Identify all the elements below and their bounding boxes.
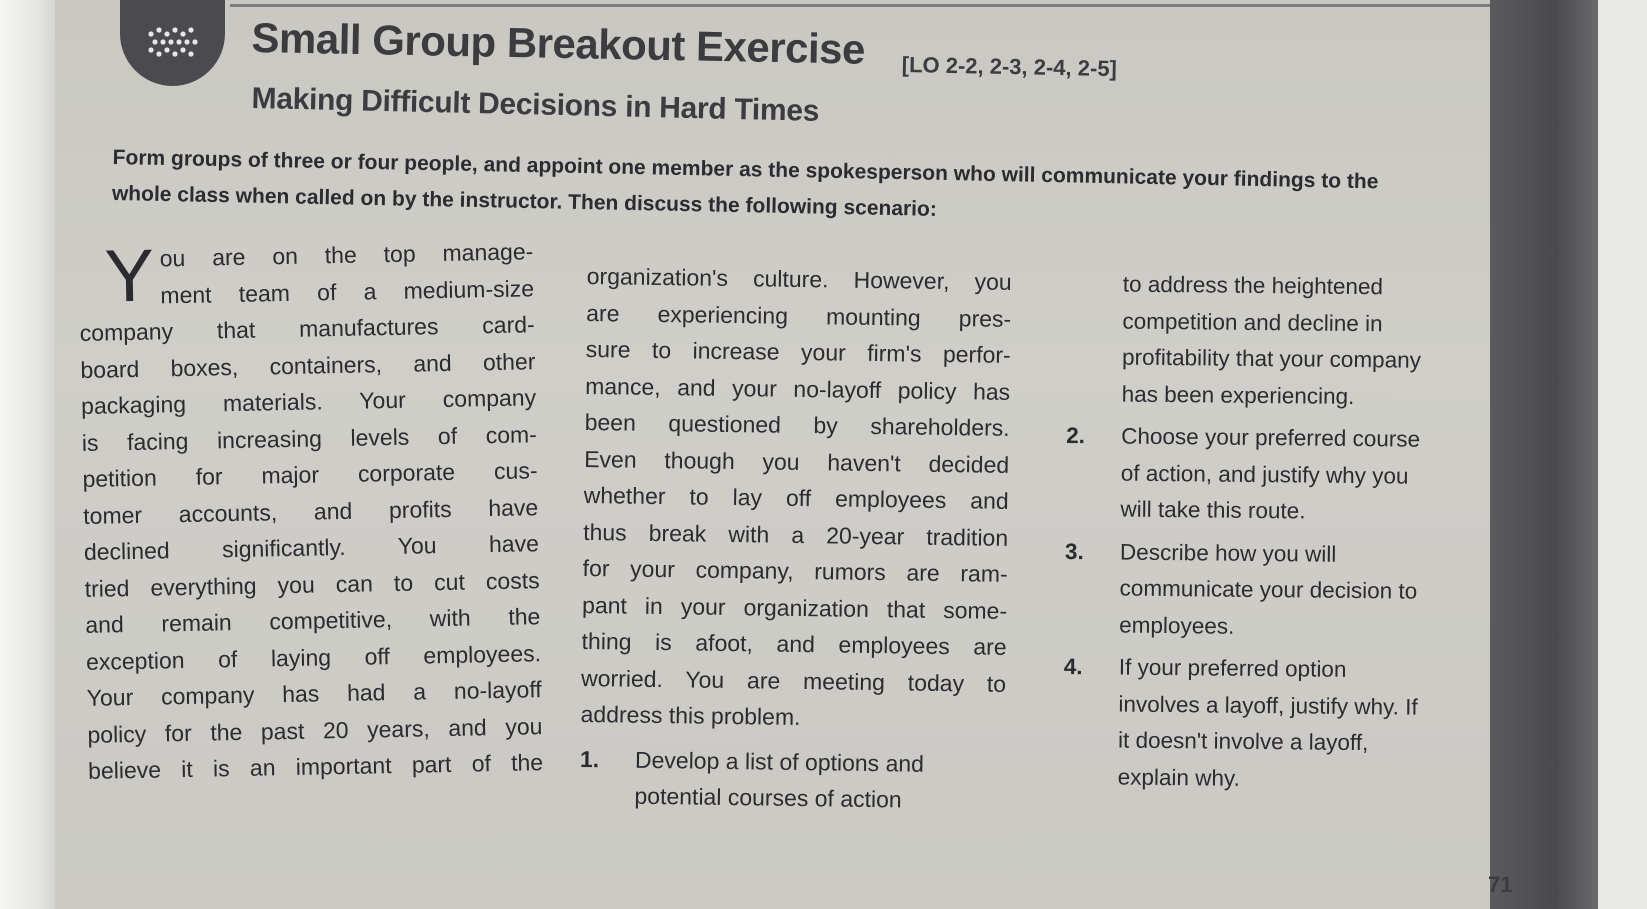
task-line: employees. — [1119, 612, 1235, 639]
scenario-line: pant in your organization that some- — [581, 591, 1008, 624]
tasks-column — [1062, 266, 1518, 800]
task-line: If your preferred option — [1118, 654, 1347, 682]
scenario-line: ou are on the top manage- — [159, 238, 534, 272]
scenario-line: Even though you haven't decided — [584, 445, 1010, 478]
scenario-column-1 — [78, 233, 543, 789]
scenario-line: sure to increase your firm's perfor- — [585, 335, 1011, 368]
task-line: of action, and justify why you — [1120, 460, 1409, 489]
scenario-line: tried everything you can to cut costs — [84, 566, 540, 602]
task-line: communicate your decision to — [1119, 575, 1418, 604]
task-line: has been experiencing. — [1121, 381, 1355, 409]
page-left-margin — [0, 0, 60, 909]
task-line: Describe how you will — [1119, 539, 1337, 567]
task-line: it doesn't involve a layoff, — [1117, 727, 1369, 756]
task-line: involves a layoff, justify why. If — [1118, 691, 1418, 720]
top-rule — [230, 4, 1490, 7]
scenario-line: thus break with a 20-year tradition — [582, 518, 1009, 551]
task-line: Develop a list of options and — [634, 746, 925, 777]
task-number: 1. — [579, 745, 600, 772]
task-item-4 — [1062, 649, 1514, 800]
task-item-1-continued — [1066, 266, 1518, 417]
scenario-line: board boxes, containers, and other — [80, 347, 536, 383]
scenario-line: organization's culture. However, you — [586, 262, 1012, 295]
task-line: will take this route. — [1120, 496, 1306, 524]
scenario-line: company that manufactures card- — [79, 311, 535, 346]
exercise-title: Small Group Breakout Exercise — [251, 14, 866, 73]
task-line: explain why. — [1117, 764, 1240, 791]
scenario-line: for your company, rumors are ram- — [582, 554, 1008, 587]
scenario-line: Your company has had a no-layoff — [86, 676, 542, 711]
task-line: Choose your preferred course — [1121, 423, 1421, 452]
scenario-line: petition for major corporate cus- — [82, 457, 538, 492]
task-item-2 — [1065, 418, 1516, 532]
task-number: 3. — [1064, 538, 1084, 564]
scenario-line: tomer accounts, and profits have — [83, 493, 539, 529]
scenario-line: been questioned by shareholders. — [584, 408, 1010, 441]
instructions-paragraph: Form groups of three or four people, and appoint one member as the spokesperson who will communicate your findings to the whole class when called on by the instructor. Then discuss the following scenario: — [111, 145, 1379, 221]
task-number: 4. — [1063, 653, 1083, 680]
scenario-column-2 — [579, 258, 1012, 819]
task-line: profitability that your company — [1121, 344, 1422, 373]
scenario-line: policy for the past 20 years, and you — [87, 712, 543, 748]
scenario-line: declined significantly. You have — [83, 530, 540, 565]
task-item-3 — [1064, 533, 1515, 647]
task-item-1 — [579, 740, 1005, 819]
learning-objectives-ref: [LO 2-2, 2-3, 2-4, 2-5] — [901, 52, 1118, 82]
scenario-line: ment team of a medium-size — [160, 274, 535, 308]
scenario-line: worried. You are meeting today to — [580, 664, 1007, 697]
scenario-line: exception of laying off employees. — [85, 639, 542, 675]
scenario-line: believe it is an important part of the — [87, 749, 544, 784]
task-line: potential courses of action — [634, 782, 902, 813]
scenario-line: address this problem. — [580, 700, 801, 731]
task-line: competition and decline in — [1122, 308, 1383, 336]
task-number: 2. — [1066, 422, 1086, 449]
scenario-line: mance, and your no-layoff policy has — [585, 372, 1011, 405]
exercise-subtitle: Making Difficult Decisions in Hard Times — [251, 82, 820, 128]
task-line: to address the heightened — [1122, 271, 1384, 300]
background-right — [1598, 0, 1647, 909]
drop-cap: Y — [103, 233, 155, 318]
scenario-line: packaging materials. Your company — [80, 384, 537, 419]
page-number: 71 — [1488, 872, 1513, 897]
scenario-line: and remain competitive, with the — [85, 603, 541, 638]
scenario-line: is facing increasing levels of com- — [81, 420, 538, 456]
scenario-line: are experiencing mounting pres- — [586, 299, 1012, 332]
scenario-line: whether to lay off employees and — [583, 481, 1009, 514]
scenario-line: thing is afoot, and employees are — [581, 627, 1007, 660]
